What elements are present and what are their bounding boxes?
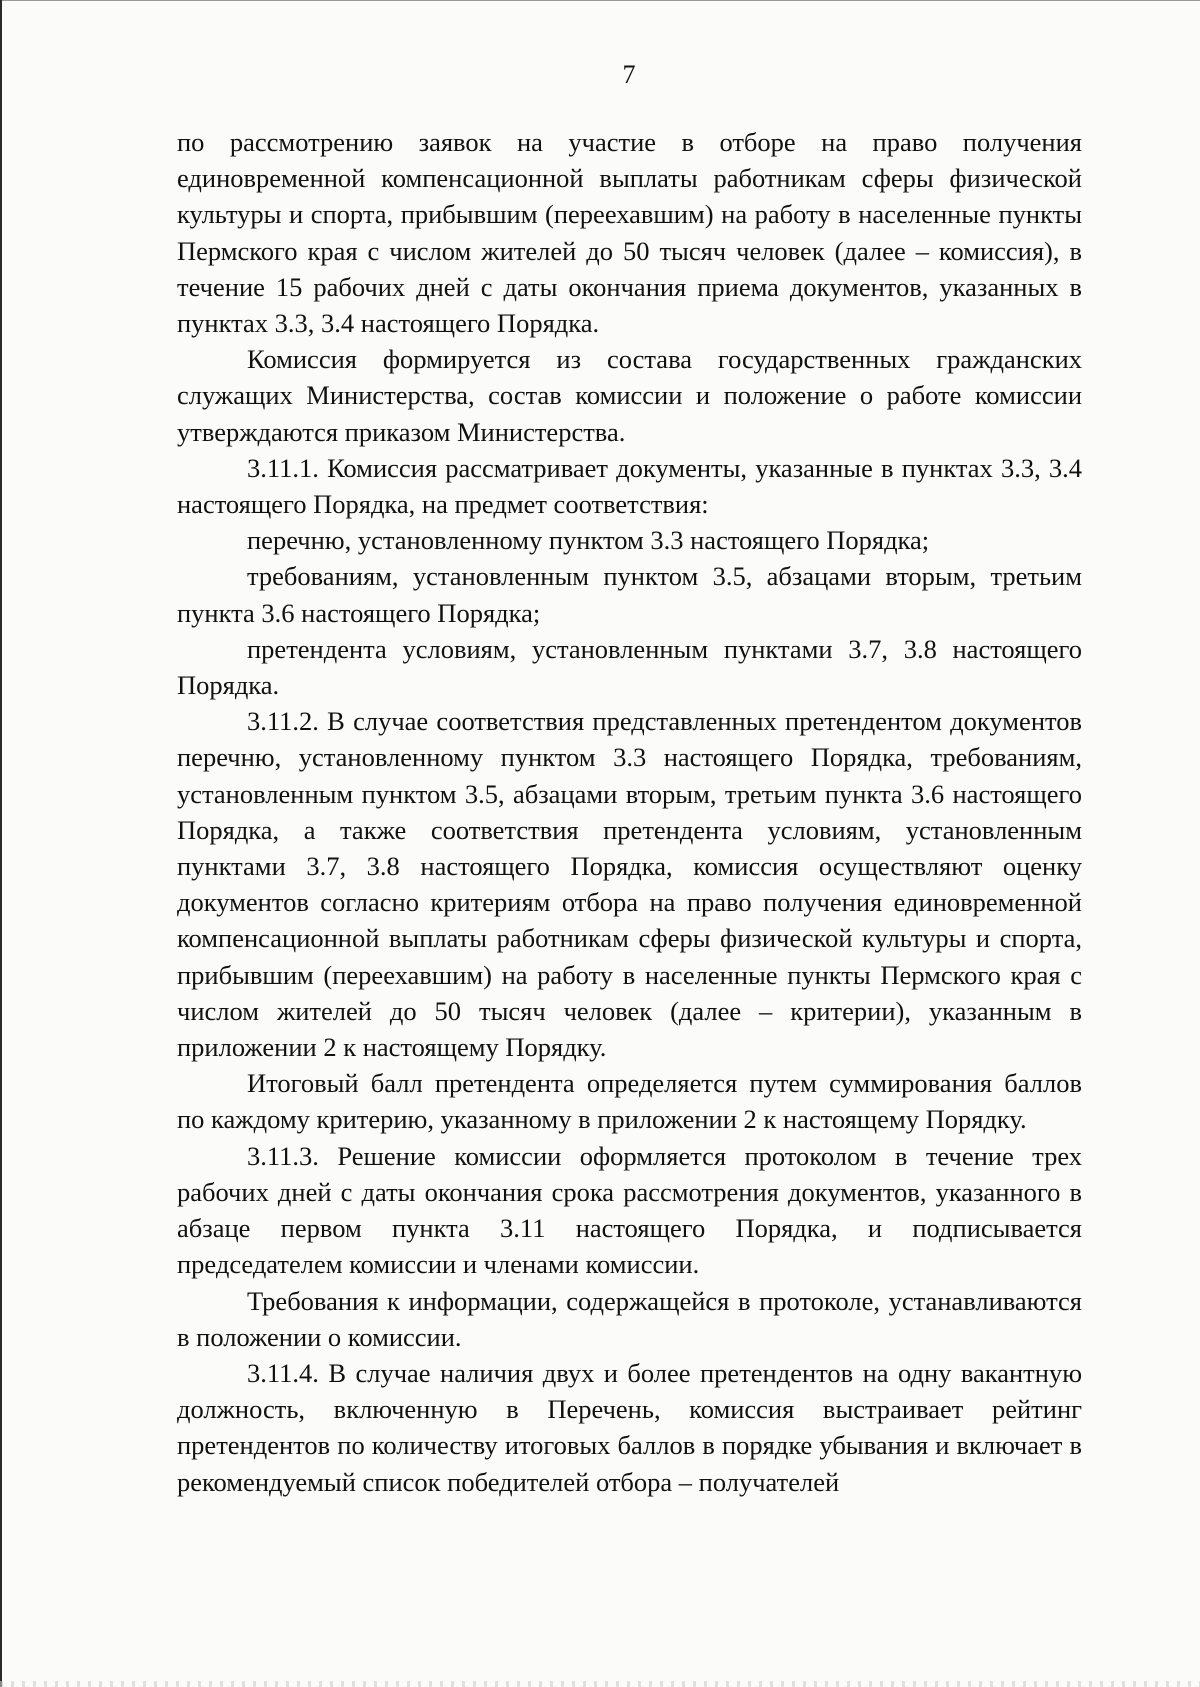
paragraph-continuation: по рассмотрению заявок на участие в отборе на право получения единовременной компенсационной выплаты работникам сферы физической культуры и спорта, прибывшим (переехавшим) на работу в населенные пункты Пермского края с числом жителей до 50 тысяч человек (далее – комиссия), в течение 15 рабочих дней с даты окончания приема документов, указанных в пунктах 3.3, 3.4 настоящего Порядка. (177, 127, 1082, 339)
paragraph-protocol-requirements: Требования к информации, содержащейся в протоколе, устанавливаются в положении о комиссии. (177, 1285, 1082, 1352)
paragraph-list-item: претендента условиям, установленным пунктами 3.7, 3.8 настоящего Порядка. (177, 633, 1082, 701)
page-number: 7 (622, 60, 636, 89)
paragraph-3-11-2: 3.11.2. В случае соответствия представленных претендентом документов перечню, установленному пунктом 3.3 настоящего Порядка, требованиям, установленным пунктом 3.5, абзацами вторым, третьим пункта 3.6 настоящего Порядка, а также соответствия претендента условиям, установленным пунктами 3.7, 3.8 настоящего Порядка, комиссия осуществляют оценку документов согласно критериям отбора на право получения единовременной компенсационной выплаты работникам сферы физической культуры и спорта, прибывшим (переехавшим) на работу в населенные пункты Пермского края с числом жителей до 50 тысяч человек (далее – критерии), указанным в приложении 2 к настоящему Порядку. (177, 706, 1082, 1063)
paragraph-3-11-4: 3.11.4. В случае наличия двух и более претендентов на одну вакантную должность, включенную в Перечень, комиссия выстраивает рейтинг претендентов по количеству итоговых баллов в порядке убывания и включает в рекомендуемый список победителей отбора – получателей (177, 1357, 1082, 1497)
document-body (177, 124, 1082, 1500)
scan-edge-top (0, 0, 1200, 1)
paragraph-list-item: требованиям, установленным пунктом 3.5, абзацами вторым, третьим пункта 3.6 настоящего Порядка; (177, 561, 1082, 628)
scan-bottom-noise (0, 1681, 1200, 1687)
paragraph-final-score: Итоговый балл претендента определяется путем суммирования баллов по каждому критерию, указанному в приложении 2 к настоящему Порядку. (177, 1068, 1082, 1135)
paragraph-3-11-1: 3.11.1. Комиссия рассматривает документы, указанные в пунктах 3.3, 3.4 настоящего Порядка, на предмет соответствия: (177, 452, 1082, 520)
scan-edge-left (0, 0, 2, 1687)
paragraph-3-11-3: 3.11.3. Решение комиссии оформляется протоколом в течение трех рабочих дней с даты окончания срока рассмотрения документов, указанного в абзаце первом пункта 3.11 настоящего Порядка, и подписывается председателем комиссии и членами комиссии. (177, 1140, 1082, 1280)
paragraph-list-item: перечню, установленному пунктом 3.3 настоящего Порядка; (247, 525, 930, 556)
paragraph-commission-composition: Комиссия формируется из состава государственных гражданских служащих Министерства, состав комиссии и положение о работе комиссии утверждаются приказом Министерства. (177, 344, 1082, 447)
